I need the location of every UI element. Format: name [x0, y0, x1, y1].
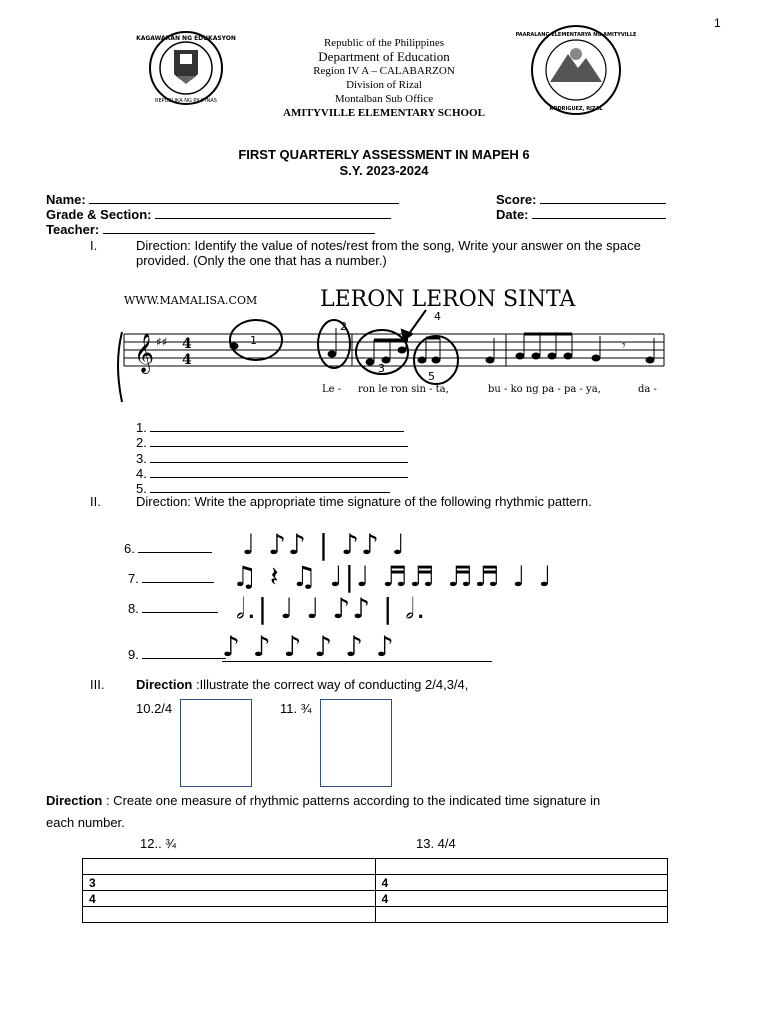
answer-line-4[interactable]: 4. — [136, 466, 408, 481]
part1-direction — [136, 238, 736, 268]
item-12-label: 12.. ¾ — [140, 836, 177, 851]
item-7-label[interactable]: 7. — [128, 571, 214, 586]
svg-text:KAGAWARAN NG EDUKASYON: KAGAWARAN NG EDUKASYON — [136, 35, 236, 42]
table-row — [83, 891, 668, 907]
svg-text:4: 4 — [434, 310, 441, 323]
svg-text:1: 1 — [250, 334, 257, 347]
part3-numeral: III. — [90, 677, 105, 692]
name-field[interactable] — [46, 192, 399, 207]
assessment-title — [0, 147, 768, 179]
watermark-text: WWW.MAMALISA.COM — [124, 294, 258, 307]
table-cell[interactable] — [83, 859, 376, 875]
svg-text:3: 3 — [378, 362, 385, 375]
song-score-image — [116, 284, 666, 406]
table-row — [83, 875, 668, 891]
item-9-label[interactable]: 9. — [128, 647, 226, 662]
rhythm-answer-table — [82, 858, 668, 923]
rhythm-pattern-9: ♪ ♪ ♪ ♪ ♪ ♪ — [222, 633, 492, 662]
svg-text:𝄾: 𝄾 — [622, 338, 626, 354]
item-8-label[interactable]: 8. — [128, 601, 218, 616]
header-sub-office: Montalban Sub Office — [334, 93, 434, 105]
conducting-box-11[interactable] — [320, 699, 392, 787]
teacher-field[interactable] — [46, 222, 375, 237]
letterhead — [0, 36, 768, 120]
date-field[interactable] — [496, 207, 666, 222]
grade-section-field[interactable] — [46, 207, 391, 222]
part1-direction-line2: provided. (Only the one that has a number.) — [136, 253, 387, 268]
item-13-label: 13. 4/4 — [416, 836, 456, 851]
svg-text:♯♯: ♯♯ — [156, 335, 168, 349]
answer-line-1[interactable]: 1. — [136, 420, 408, 435]
table-cell[interactable]: 4 — [375, 891, 668, 907]
part4-direction: Direction : Create one measure of rhythmic patterns according to the indicated time signature in each number. — [46, 793, 601, 830]
svg-text:PAARALANG ELEMENTARYA NG AMITY: PAARALANG ELEMENTARYA NG AMITYVILLE — [515, 32, 637, 38]
svg-text:RODRIGUEZ, RIZAL: RODRIGUEZ, RIZAL — [549, 106, 603, 112]
name-label: Name: — [46, 192, 86, 207]
answer-line-5[interactable]: 5. — [136, 481, 408, 496]
rhythm-pattern-6: ♩ ♪♪ | ♪♪ ♩ — [242, 528, 407, 561]
svg-text:𝄞: 𝄞 — [134, 333, 155, 373]
score-label: Score: — [496, 192, 537, 207]
conducting-box-10[interactable] — [180, 699, 252, 787]
teacher-label: Teacher: — [46, 222, 100, 237]
rhythm-pattern-8: 𝅗𝅥.| ♩ ♩ ♪♪ | 𝅗𝅥. — [236, 592, 428, 625]
table-cell[interactable]: 3 — [83, 875, 376, 891]
table-cell[interactable]: 4 — [375, 875, 668, 891]
table-row — [83, 859, 668, 875]
svg-text:4: 4 — [182, 352, 192, 368]
answer-line-2[interactable]: 2. — [136, 435, 408, 450]
table-cell[interactable] — [375, 859, 668, 875]
svg-text:2: 2 — [340, 320, 347, 333]
item-10-label: 10.2/4 — [136, 701, 173, 716]
answer-line-3[interactable]: 3. — [136, 451, 408, 466]
grade-section-label: Grade & Section: — [46, 207, 152, 222]
part2-numeral: II. — [90, 494, 101, 509]
svg-text:da -: da - — [638, 384, 657, 395]
title-line1: FIRST QUARTERLY ASSESSMENT IN MAPEH 6 — [238, 147, 530, 162]
part1-answer-list — [136, 420, 408, 496]
table-row — [83, 907, 668, 923]
header-school: AMITYVILLE ELEMENTARY SCHOOL — [283, 107, 485, 119]
svg-text:bu - ko ng pa - pa - ya,: bu - ko ng pa - pa - ya, — [488, 384, 601, 395]
svg-text:5: 5 — [428, 370, 435, 383]
svg-text:4: 4 — [182, 336, 192, 352]
part3-direction: Direction :Illustrate the correct way of conducting 2/4,3/4, — [136, 677, 469, 692]
title-line2: S.Y. 2023-2024 — [339, 163, 429, 178]
svg-text:ron le ron sin - ta,: ron le ron sin - ta, — [358, 384, 449, 395]
header-division: Division of Rizal — [346, 79, 422, 91]
date-label: Date: — [496, 207, 529, 222]
part2-direction: Direction: Write the appropriate time signature of the following rhythmic pattern. — [136, 494, 592, 509]
rhythm-pattern-7: ♫ 𝄽 ♫ ♩|♩ ♬♬ ♬♬ ♩ ♩ — [232, 560, 554, 593]
table-cell[interactable] — [83, 907, 376, 923]
item-6-label[interactable]: 6. — [124, 541, 212, 556]
svg-text:Le -: Le - — [322, 384, 342, 395]
table-cell[interactable] — [375, 907, 668, 923]
header-republic: Republic of the Philippines — [323, 37, 445, 49]
part1-direction-line1: Direction: Identify the value of notes/rest from the song, Write your answer on the space — [136, 238, 641, 253]
header-region: Region IV A – CALABARZON — [313, 65, 455, 77]
score-field[interactable] — [496, 192, 666, 207]
header-department: Department of Education — [318, 49, 450, 64]
item-11-label: 11. ¾ — [280, 701, 312, 716]
page-number: 1 — [714, 16, 721, 30]
song-title: LERON LERON SINTA — [320, 287, 576, 312]
svg-text:REPUBLIKA NG PILIPINAS: REPUBLIKA NG PILIPINAS — [155, 98, 217, 104]
table-cell[interactable]: 4 — [83, 891, 376, 907]
part1-numeral: I. — [90, 238, 98, 253]
